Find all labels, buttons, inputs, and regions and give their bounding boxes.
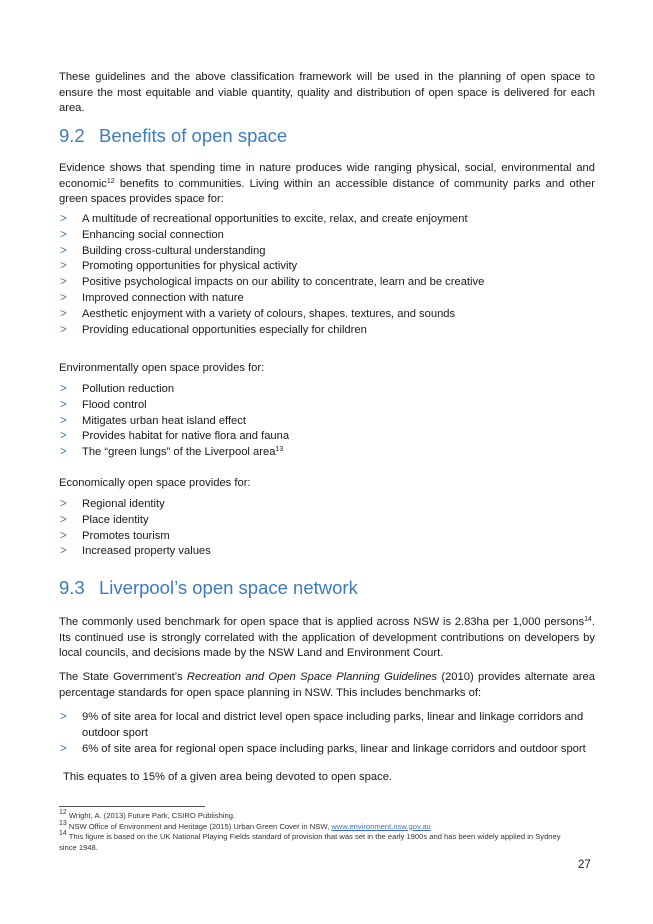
list-item: [59, 742, 595, 758]
list-item-text: Increased property values: [82, 545, 211, 558]
bullet-icon: >: [60, 244, 67, 257]
list-item-text: Regional identity: [82, 498, 165, 510]
guidelines-paragraph: [59, 670, 595, 701]
benefits-list: [59, 212, 595, 338]
footnote-number: 13: [59, 819, 67, 827]
bullet-icon: >: [60, 430, 67, 443]
footnote-number: 14: [59, 830, 67, 837]
bullet-icon: >: [60, 213, 67, 225]
list-item-text: A multitude of recreational opportunities to excite, relax, and create enjoyment: [82, 213, 468, 225]
text-run: (2010) provides alternate area percentage standards for open space planning in NSW. This includes benchmarks of:: [59, 671, 595, 699]
benchmark-list: [59, 710, 595, 757]
list-item-text: Mitigates urban heat island effect: [82, 414, 246, 427]
bullet-icon: >: [60, 307, 67, 320]
list-item: [59, 212, 595, 228]
section-number: 9.2: [59, 125, 85, 146]
list-item-text: Improved connection with nature: [82, 291, 244, 304]
bullet-icon: >: [60, 398, 67, 411]
list-item: [59, 429, 595, 445]
guidelines-title: Recreation and Open Space Planning Guidelines: [186, 671, 437, 683]
list-item: [59, 710, 595, 742]
section-title: Liverpool’s open space network: [99, 577, 358, 598]
list-item: [59, 307, 595, 323]
list-item-text: 6% of site area for regional open space including parks, linear and linkage corridors and outdoor sport: [82, 742, 586, 755]
bullet-icon: >: [60, 498, 67, 510]
footnote-12: [59, 811, 579, 822]
intro-paragraph: These guidelines and the above classification framework will be used in the planning of open space to ensure the most equitable and viable quantity, quality and distribution of open space is delivered for each area.: [59, 71, 595, 114]
bullet-icon: >: [60, 291, 67, 304]
footnote-link[interactable]: www.environment.nsw.gov.au: [331, 821, 431, 831]
section-number: 9.3: [59, 577, 85, 598]
list-item-text: Positive psychological impacts on our ability to concentrate, learn and be creative: [82, 276, 485, 289]
list-item-text: The “green lungs” of the Liverpool area: [82, 446, 276, 459]
list-item-text: Building cross-cultural understanding: [82, 244, 266, 257]
list-item: [59, 382, 595, 398]
bullet-icon: >: [60, 260, 67, 273]
list-item-text: 9% of site area for local and district level open space including parks, linear and linkage corridors and outdoor sport: [82, 711, 584, 739]
footnote-ref-13[interactable]: 13: [275, 446, 284, 454]
footnote-14: [59, 832, 579, 853]
list-item-text: Place identity: [82, 513, 149, 526]
bullet-icon: >: [60, 383, 67, 395]
footnote-number: 12: [59, 809, 67, 816]
text-run: The State Government’s: [59, 671, 187, 683]
list-item: [59, 414, 595, 430]
text-run: The commonly used benchmark for open space that is applied across NSW is 2.83ha per 1,000 persons: [59, 616, 585, 628]
footnotes: [59, 811, 579, 853]
closing-sentence: This equates to 15% of a given area being devoted to open space.: [63, 771, 393, 783]
footnote-text: NSW Office of Environment and Heritage (2015) Urban Green Cover in NSW,: [66, 821, 332, 831]
economic-list: [59, 497, 595, 560]
bullet-icon: >: [60, 446, 67, 459]
list-item-text: Providing educational opportunities especially for children: [82, 323, 367, 336]
list-item: [59, 445, 595, 461]
environmental-intro: Environmentally open space provides for:: [59, 362, 265, 374]
list-item: [59, 259, 595, 275]
list-item: [59, 513, 595, 529]
bullet-icon: >: [60, 276, 67, 289]
footnote-text: This figure is based on the UK National Playing Fields standard of provision that was set in the early 1900s and has been widely applied in Sydney since 1948.: [59, 832, 561, 852]
list-item-text: Aesthetic enjoyment with a variety of colours, shapes. textures, and sounds: [82, 307, 456, 320]
page-number: 27: [578, 859, 591, 871]
bullet-icon: >: [60, 414, 67, 427]
text-run: Evidence shows that spending time in nature produces wide ranging physical, social, environmental and economic: [59, 162, 595, 190]
list-item-text: Promotes tourism: [82, 529, 170, 542]
list-item: [59, 544, 595, 560]
section-title: Benefits of open space: [99, 125, 288, 146]
benchmark-paragraph: [59, 615, 595, 662]
list-item: [59, 398, 595, 414]
bullet-icon: >: [60, 545, 67, 558]
text-run: benefits to communities. Living within an accessible distance of community parks and other green spaces provides space for:: [59, 177, 595, 205]
footnote-divider: [59, 806, 205, 807]
list-item: [59, 244, 595, 260]
bullet-icon: >: [60, 711, 67, 723]
bullet-icon: >: [60, 529, 67, 542]
list-item-text: Flood control: [82, 398, 147, 411]
list-item: [59, 291, 595, 307]
section-9-3-heading: [59, 576, 358, 600]
list-item-text: Promoting opportunities for physical activity: [82, 260, 298, 273]
bullet-icon: >: [60, 323, 67, 336]
bullet-icon: >: [60, 513, 67, 526]
footnote-ref-14[interactable]: 14: [584, 616, 592, 623]
footnote-text: Wright, A. (2013) Future Park, CSIRO Publishing.: [66, 811, 236, 820]
list-item-text: Provides habitat for native flora and fauna: [82, 430, 290, 443]
list-item: [59, 497, 595, 513]
list-item-text: Pollution reduction: [82, 383, 175, 395]
bullet-icon: >: [60, 742, 67, 755]
section-9-2-heading: [59, 124, 287, 148]
footnote-ref-12[interactable]: 12: [106, 177, 115, 185]
text-run: . Its continued use is strongly correlated with the application of development contributions on developers by local councils, and decisions made by the NSW Land and Environment Court.: [59, 616, 595, 659]
environmental-list: [59, 382, 595, 461]
benefits-paragraph: [59, 161, 595, 208]
list-item: [59, 275, 595, 291]
list-item: [59, 529, 595, 545]
list-item: [59, 228, 595, 244]
bullet-icon: >: [60, 228, 67, 241]
list-item-text: Enhancing social connection: [82, 228, 224, 241]
list-item: [59, 323, 595, 339]
footnote-13: [59, 819, 579, 833]
economic-intro: Economically open space provides for:: [59, 477, 251, 489]
